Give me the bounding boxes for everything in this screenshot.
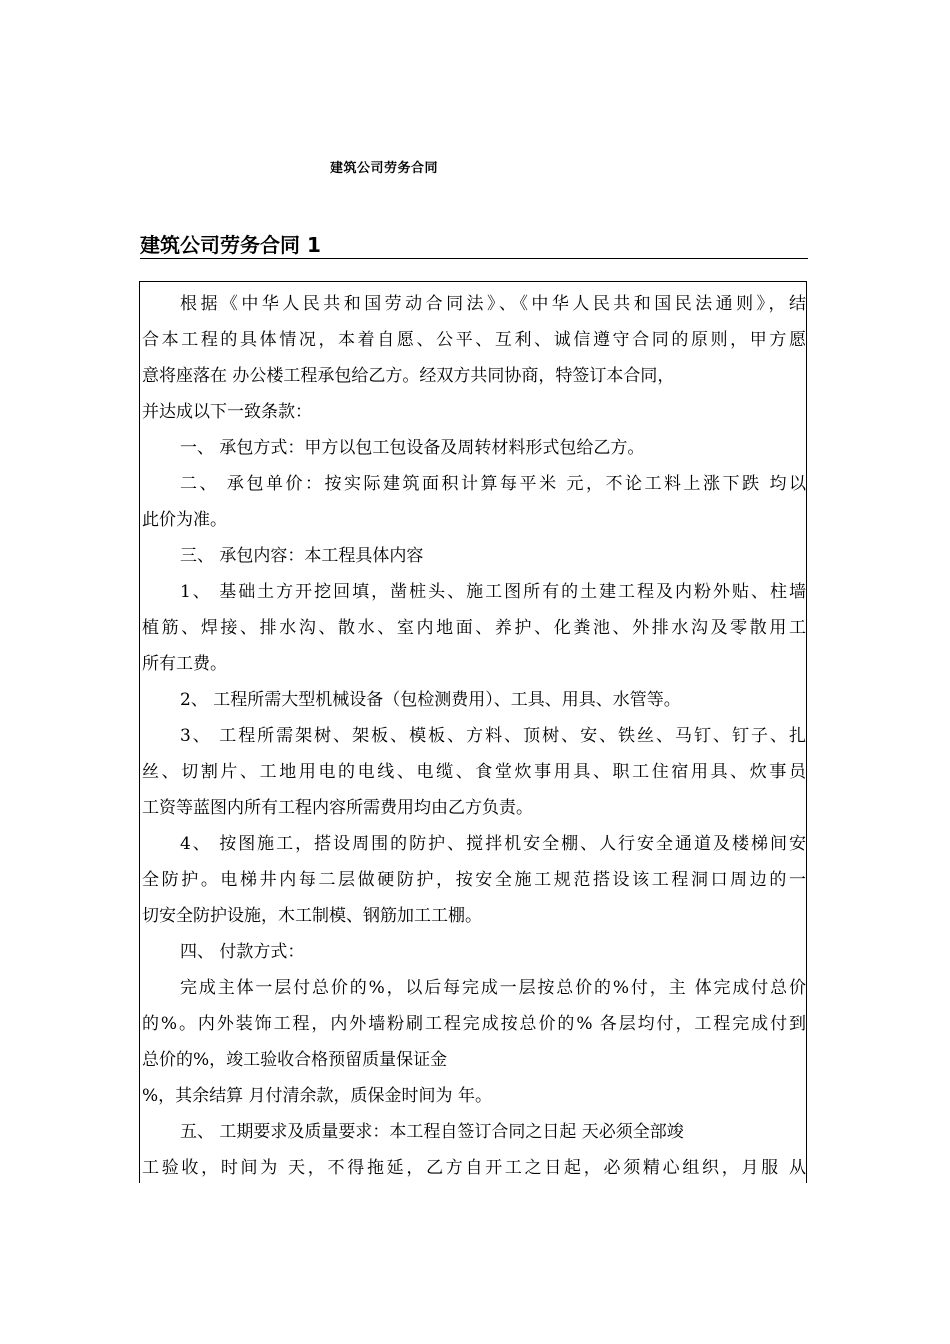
body-line: 工资等蓝图内所有工程内容所需费用均由乙方负责。	[142, 798, 533, 818]
body-line: 总价的%，竣工验收合格预留质量保证金	[142, 1050, 448, 1070]
body-line: 此价为准。	[142, 510, 227, 530]
body-line: 4、 按图施工，搭设周围的防护、搅拌机安全棚、人行安全通道及楼梯间安	[180, 834, 806, 854]
body-line: 1、 基础土方开挖回填，凿桩头、施工图所有的土建工程及内粉外贴、柱墙	[180, 582, 806, 602]
body-line: 3、 工程所需架树、架板、模板、方料、顶树、安、铁丝、马钉、钉子、扎	[180, 726, 806, 746]
body-line: 合本工程的具体情况，本着自愿、公平、互利、诚信遵守合同的原则，甲方愿	[142, 330, 806, 350]
section-title: 建筑公司劳务合同 1	[140, 233, 321, 257]
body-line: 并达成以下一致条款：	[142, 402, 312, 422]
body-line: 的%。内外装饰工程，内外墙粉刷工程完成按总价的% 各层均付，工程完成付到	[142, 1014, 806, 1034]
body-line: 完成主体一层付总价的%，以后每完成一层按总价的%付，主 体完成付总价	[180, 978, 806, 998]
body-line: 植筋、焊接、排水沟、散水、室内地面、养护、化粪池、外排水沟及零散用工	[142, 618, 806, 638]
body-line: 丝、切割片、工地用电的电线、电缆、食堂炊事用具、职工住宿用具、炊事员	[142, 762, 806, 782]
body-line: 二、 承包单价：按实际建筑面积计算每平米 元，不论工料上涨下跌 均以	[180, 474, 806, 494]
body-line: 一、 承包方式：甲方以包工包设备及周转材料形式包给乙方。	[180, 438, 645, 458]
document-header: 建筑公司劳务合同	[330, 161, 439, 176]
body-line: 根据《中华人民共和国劳动合同法》、《中华人民共和国民法通则》，结	[180, 294, 806, 314]
title-divider	[140, 258, 808, 259]
body-line: 四、 付款方式：	[180, 942, 305, 962]
body-line: 三、 承包内容：本工程具体内容	[180, 546, 424, 566]
body-line: %，其余结算 月付清余款，质保金时间为 年。	[142, 1086, 492, 1106]
body-line: 工验收，时间为 天，不得拖延，乙方自开工之日起，必须精心组织，月服 从	[142, 1158, 806, 1178]
body-line: 五、 工期要求及质量要求：本工程自签订合同之日起 天必须全部竣	[180, 1122, 684, 1142]
body-line: 2、 工程所需大型机械设备（包检测费用）、工具、用具、水管等。	[180, 690, 681, 710]
body-line: 全防护。电梯井内每二层做硬防护，按安全施工规范搭设该工程洞口周边的一	[142, 870, 806, 890]
body-line: 所有工费。	[142, 654, 227, 674]
body-line: 切安全防护设施，木工制模、钢筋加工工棚。	[142, 906, 482, 926]
body-line: 意将座落在 办公楼工程承包给乙方。经双方共同协商，特签订本合同，	[142, 366, 675, 386]
contract-body-box	[139, 281, 807, 1183]
